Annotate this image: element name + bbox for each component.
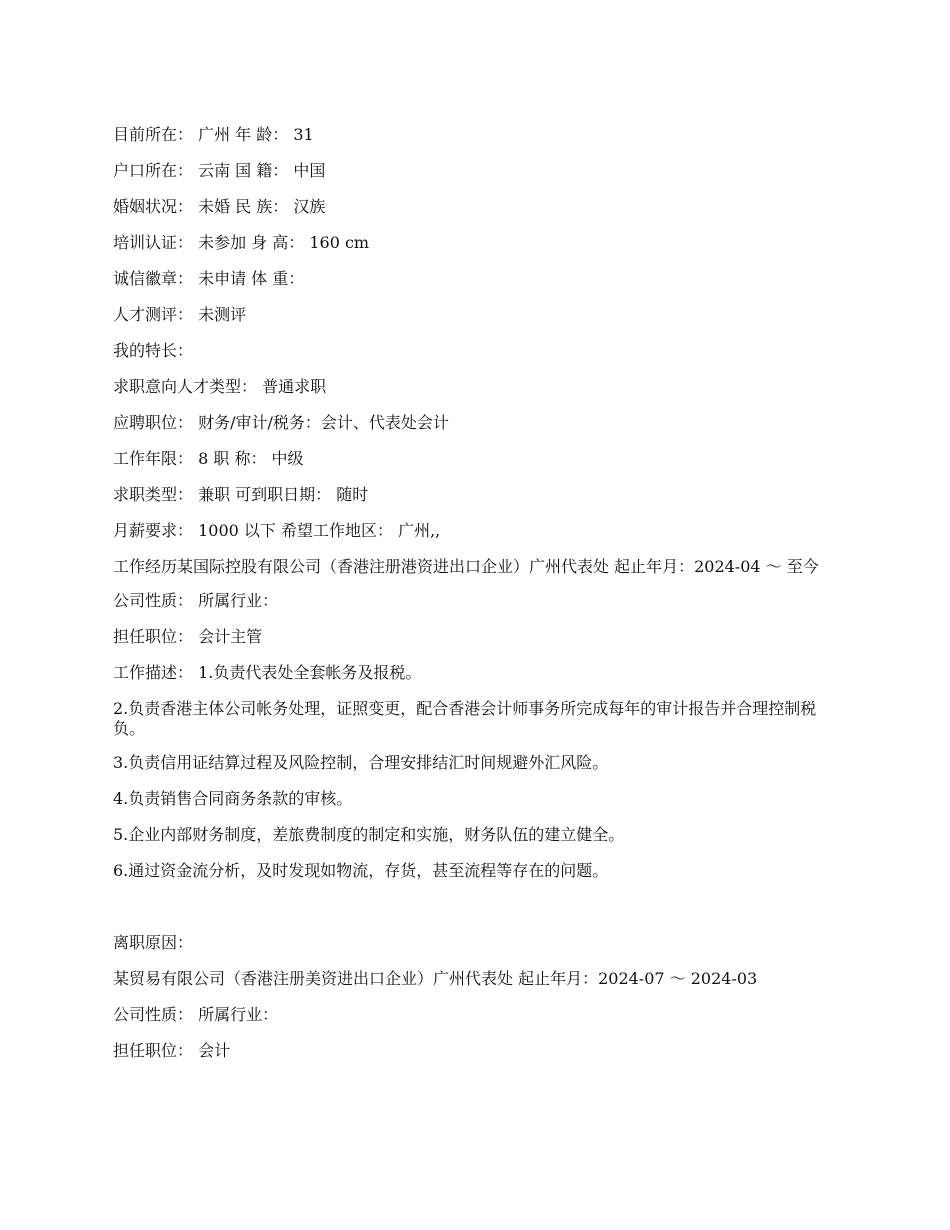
experience-1-item-6: 6.通过资金流分析，及时发现如物流，存货，甚至流程等存在的问题。 — [113, 861, 609, 880]
experience-2-role: 担任职位： 会计 — [113, 1041, 231, 1060]
specialty-line: 我的特长： — [113, 341, 194, 360]
resume-document — [113, 125, 838, 1077]
experience-1-item-4: 4.负责销售合同商务条款的审核。 — [113, 789, 353, 808]
talent-type-line: 求职意向人才类型： 普通求职 — [113, 377, 327, 396]
position-line: 应聘职位： 财务/审计/税务：会计、代表处会计 — [113, 413, 449, 432]
experience-1-item-3: 3.负责信用证结算过程及风险控制，合理安排结汇时间规避外汇风险。 — [113, 753, 609, 772]
section-spacer — [113, 897, 838, 933]
experience-1-header: 工作经历某国际控股有限公司（香港注册港资进出口企业）广州代表处 起止年月：2024-04 ～ 至今 — [113, 557, 819, 576]
years-title-line: 工作年限： 8 职 称： 中级 — [113, 449, 304, 468]
training-height-line: 培训认证： 未参加 身 高： 160 cm — [113, 233, 370, 252]
badge-weight-line: 诚信徽章： 未申请 体 重： — [113, 269, 305, 288]
hukou-nationality-line: 户口所在： 云南 国 籍： 中国 — [113, 161, 326, 180]
marital-ethnicity-line: 婚姻状况： 未婚 民 族： 汉族 — [113, 197, 326, 216]
experience-1-leave-reason: 离职原因： — [113, 933, 194, 952]
location-age-line: 目前所在： 广州 年 龄： 31 — [113, 125, 314, 144]
experience-1-nature: 公司性质： 所属行业： — [113, 591, 279, 610]
assessment-line: 人才测评： 未测评 — [113, 305, 247, 324]
job-type-line: 求职类型： 兼职 可到职日期： 随时 — [113, 485, 369, 504]
experience-1-role: 担任职位： 会计主管 — [113, 627, 263, 646]
experience-1-description: 工作描述： 1.负责代表处全套帐务及报税。 — [113, 663, 422, 682]
experience-2-header: 某贸易有限公司（香港注册美资进出口企业）广州代表处 起止年月：2024-07 ～ 2024-03 — [113, 969, 758, 988]
experience-1-item-2: 2.负责香港主体公司帐务处理，证照变更，配合香港会计师事务所完成每年的审计报告并合理控制税负。 — [113, 699, 817, 738]
experience-2-nature: 公司性质： 所属行业： — [113, 1005, 279, 1024]
salary-area-line: 月薪要求： 1000 以下 希望工作地区： 广州,, — [113, 521, 441, 540]
experience-1-item-5: 5.企业内部财务制度，差旅费制度的制定和实施，财务队伍的建立健全。 — [113, 825, 625, 844]
